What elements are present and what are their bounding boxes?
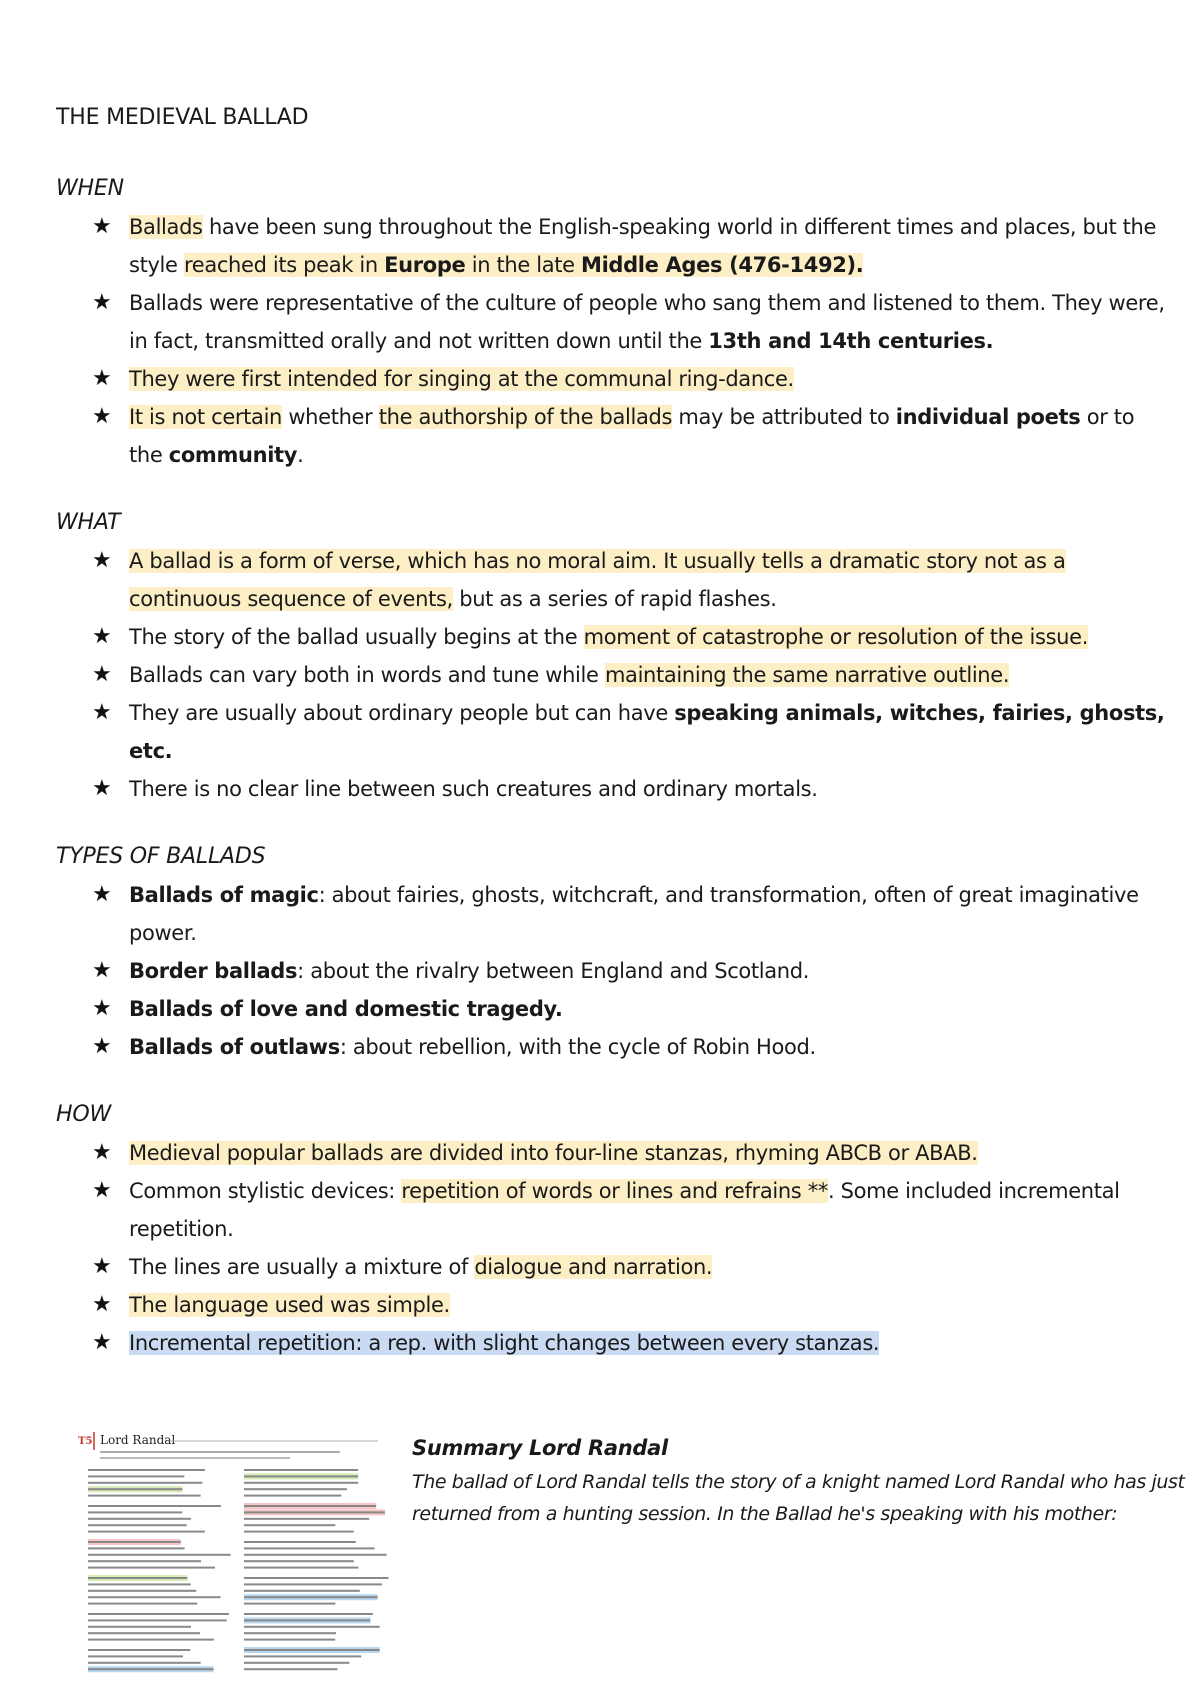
text-run: A ballad is a form of verse, which has no moral aim. It usually tells a dramatic story not as a continuous sequence of events,: [129, 549, 1066, 611]
star-bullet-icon: ★: [92, 1034, 112, 1059]
bullet-item: [56, 952, 1166, 990]
star-bullet-icon: ★: [92, 1330, 112, 1355]
star-bullet-icon: ★: [92, 1140, 112, 1165]
text-run: Ballads can vary both in words and tune while: [129, 663, 605, 687]
star-bullet-icon: ★: [92, 366, 112, 391]
bullet-item: [56, 398, 1166, 474]
star-bullet-icon: ★: [92, 1292, 112, 1317]
star-bullet-icon: ★: [92, 1178, 112, 1203]
star-bullet-icon: ★: [92, 882, 112, 907]
text-run: the authorship of the ballads: [378, 405, 673, 429]
bullet-list: [56, 1134, 1166, 1362]
text-run: speaking animals, witches, fairies, ghosts, etc.: [129, 701, 1165, 763]
text-run: individual poets: [895, 405, 1081, 429]
bullet-item: [56, 1324, 1166, 1362]
text-run: repetition of words or lines and refrains **: [401, 1179, 829, 1203]
text-run: : about rebellion, with the cycle of Robin Hood.: [339, 1035, 816, 1059]
lord-randal-page-thumbnail: [78, 1430, 390, 1694]
bullet-item: [56, 694, 1166, 770]
bullet-list: [56, 542, 1166, 808]
document-title: THE MEDIEVAL BALLAD: [56, 105, 309, 130]
text-run: Ballads of love and domestic tragedy.: [129, 997, 563, 1021]
bullet-item: [56, 208, 1166, 284]
text-run: community: [168, 443, 298, 467]
star-bullet-icon: ★: [92, 214, 112, 239]
star-bullet-icon: ★: [92, 700, 112, 725]
text-run: dialogue and narration.: [474, 1255, 713, 1279]
star-bullet-icon: ★: [92, 548, 112, 573]
text-run: The language used was simple.: [129, 1293, 450, 1317]
text-run: reached its peak in: [183, 253, 385, 277]
bullet-item: [56, 542, 1166, 618]
bullet-item: [56, 990, 1166, 1028]
text-run: The story of the ballad usually begins at the: [129, 625, 584, 649]
star-bullet-icon: ★: [92, 662, 112, 687]
text-run: 13th and 14th centuries.: [708, 329, 994, 353]
star-bullet-icon: ★: [92, 290, 112, 315]
text-run: . Some included incremental repetition.: [129, 1179, 1120, 1241]
text-run: but as a series of rapid flashes.: [452, 587, 777, 611]
bullet-list: [56, 208, 1166, 474]
text-run: .: [297, 443, 304, 467]
section-what: [56, 504, 1166, 808]
document-body: [56, 96, 1166, 1362]
bullet-item: [56, 656, 1166, 694]
section-heading: TYPES OF BALLADS: [56, 844, 266, 869]
section-types-of-ballads: [56, 838, 1166, 1066]
text-run: may be attributed to: [672, 405, 896, 429]
summary-text: The ballad of Lord Randal tells the story of a knight named Lord Randal who has just returned from a hunting session. In the Ballad he's speaking with his mother:: [412, 1471, 1185, 1525]
star-bullet-icon: ★: [92, 1254, 112, 1279]
text-run: Europe: [384, 253, 466, 277]
sections-container: [56, 170, 1166, 1362]
section-heading: HOW: [56, 1102, 112, 1127]
bullet-item: [56, 770, 1166, 808]
star-bullet-icon: ★: [92, 958, 112, 983]
text-run: whether: [282, 405, 379, 429]
summary-title: Summary Lord Randal: [412, 1436, 668, 1460]
section-how: [56, 1096, 1166, 1362]
section-heading: WHEN: [56, 176, 124, 201]
text-run: The lines are usually a mixture of: [129, 1255, 475, 1279]
section-when: [56, 170, 1166, 474]
text-run: maintaining the same narrative outline.: [604, 663, 1010, 687]
bullet-item: [56, 1028, 1166, 1066]
text-run: Ballads: [129, 215, 203, 239]
text-run: Ballads of outlaws: [129, 1035, 340, 1059]
bullet-item: [56, 876, 1166, 952]
text-run: Incremental repetition: a rep. with slight changes between every stanzas.: [129, 1331, 880, 1355]
text-run: Ballads were representative of the culture of people who sang them and listened to them. They were, in fact, transmitted orally and not written down until the: [129, 291, 1165, 353]
summary-block: [412, 1430, 1192, 1530]
text-run: They were first intended for singing at the communal ring-dance.: [129, 367, 794, 391]
star-bullet-icon: ★: [92, 624, 112, 649]
text-run: moment of catastrophe or resolution of the issue.: [583, 625, 1089, 649]
text-run: It is not certain: [129, 405, 283, 429]
thumbnail-label: T5: [78, 1436, 93, 1447]
thumbnail-title: Lord Randal: [100, 1433, 176, 1447]
text-run: There is no clear line between such creatures and ordinary mortals.: [129, 777, 818, 801]
star-bullet-icon: ★: [92, 776, 112, 801]
text-run: Common stylistic devices:: [129, 1179, 402, 1203]
bullet-list: [56, 876, 1166, 1066]
text-run: : about the rivalry between England and Scotland.: [297, 959, 810, 983]
bullet-item: [56, 1286, 1166, 1324]
bullet-item: [56, 1172, 1166, 1248]
text-run: have been sung throughout the English-speaking world in different times and places, but the style: [129, 215, 1157, 277]
bullet-item: [56, 360, 1166, 398]
bullet-item: [56, 284, 1166, 360]
section-heading: WHAT: [56, 510, 121, 535]
bullet-item: [56, 1248, 1166, 1286]
lord-randal-area: [78, 1430, 1185, 1694]
text-run: Medieval popular ballads are divided into four-line stanzas, rhyming ABCB or ABAB.: [129, 1141, 978, 1165]
text-run: Middle Ages (476-1492).: [581, 253, 864, 277]
text-run: : about fairies, ghosts, witchcraft, and transformation, often of great imaginative power.: [129, 883, 1139, 945]
text-run: Ballads of magic: [129, 883, 319, 907]
text-run: They are usually about ordinary people but can have: [129, 701, 675, 725]
text-run: or to the: [129, 405, 1135, 467]
star-bullet-icon: ★: [92, 996, 112, 1021]
star-bullet-icon: ★: [92, 404, 112, 429]
text-run: in the late: [465, 253, 582, 277]
bullet-item: [56, 618, 1166, 656]
bullet-item: [56, 1134, 1166, 1172]
text-run: Border ballads: [129, 959, 298, 983]
thumbnail-image: [78, 1430, 390, 1694]
